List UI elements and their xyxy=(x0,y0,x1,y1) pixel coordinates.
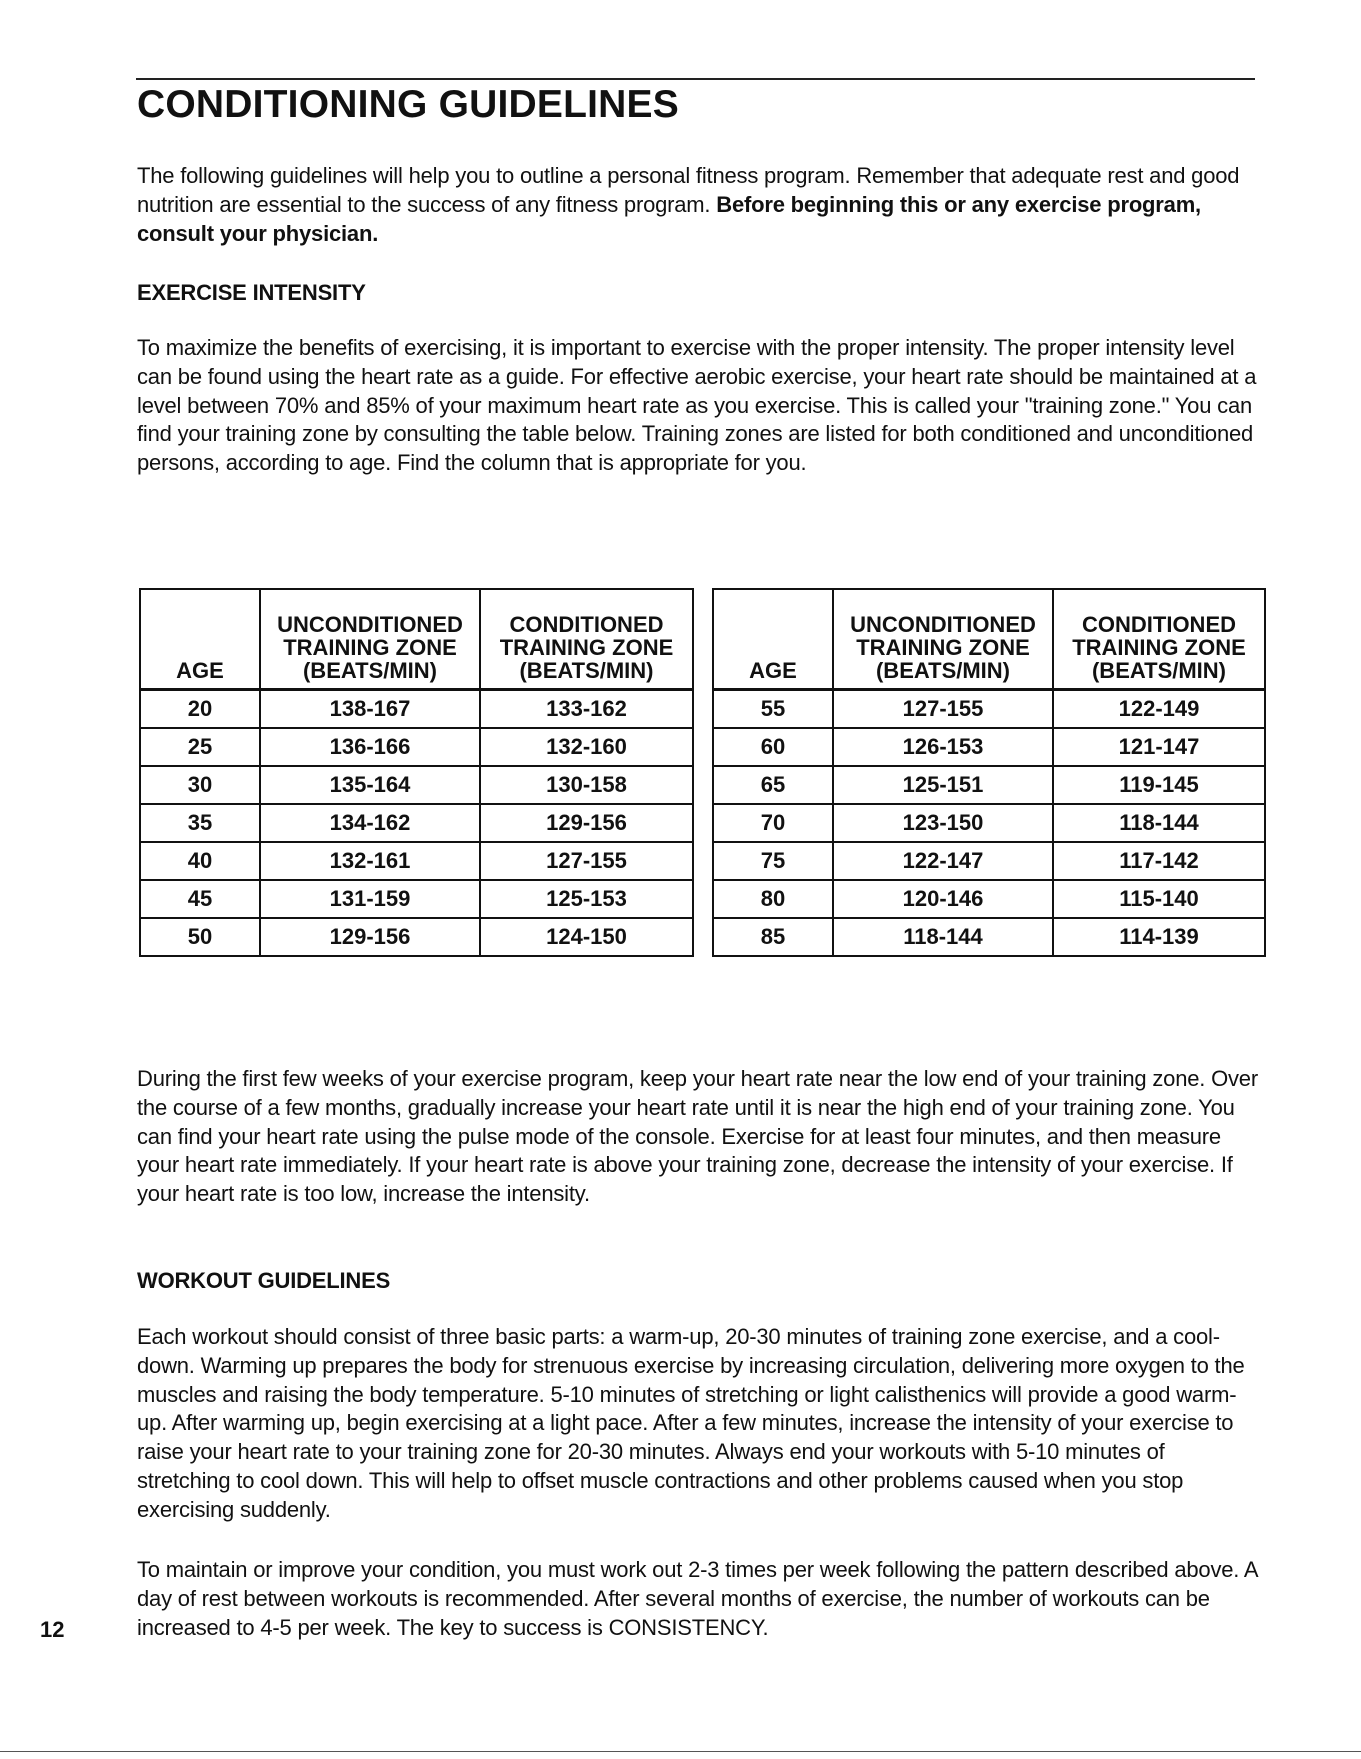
unconditioned-cell: 126-153 xyxy=(833,728,1053,766)
top-rule xyxy=(136,78,1255,80)
training-zone-table-right xyxy=(712,588,1266,957)
age-cell: 25 xyxy=(140,728,260,766)
table-header-row xyxy=(713,589,1265,690)
table-row xyxy=(713,766,1265,804)
age-cell: 85 xyxy=(713,918,833,956)
unconditioned-header: UNCONDITIONED TRAINING ZONE (BEATS/MIN) xyxy=(833,589,1053,690)
age-header: AGE xyxy=(140,589,260,690)
conditioned-header: CONDITIONED TRAINING ZONE (BEATS/MIN) xyxy=(480,589,693,690)
unconditioned-cell: 118-144 xyxy=(833,918,1053,956)
age-cell: 80 xyxy=(713,880,833,918)
table-row xyxy=(713,690,1265,729)
table-row xyxy=(140,842,693,880)
unconditioned-cell: 136-166 xyxy=(260,728,480,766)
workout-guidelines-heading: WORKOUT GUIDELINES xyxy=(137,1268,391,1293)
training-zone-table-left xyxy=(139,588,694,957)
table-row xyxy=(140,690,693,729)
intro-paragraph xyxy=(137,162,1262,248)
conditioned-cell: 130-158 xyxy=(480,766,693,804)
maintain-paragraph: To maintain or improve your condition, you must work out 2-3 times per week following the pattern described above. A day of rest between workouts is recommended. After several months of exercise, the number of workouts can be increased to 4-5 per week. The key to success is CONSISTENCY. xyxy=(137,1557,1258,1640)
unconditioned-header: UNCONDITIONED TRAINING ZONE (BEATS/MIN) xyxy=(260,589,480,690)
intro-warning: Before beginning this or any exercise program, consult your physician. xyxy=(137,191,1201,246)
age-cell: 35 xyxy=(140,804,260,842)
unconditioned-cell: 138-167 xyxy=(260,690,480,729)
conditioned-header: CONDITIONED TRAINING ZONE (BEATS/MIN) xyxy=(1053,589,1265,690)
unconditioned-cell: 120-146 xyxy=(833,880,1053,918)
table-row xyxy=(140,880,693,918)
table-row xyxy=(140,804,693,842)
unconditioned-cell: 134-162 xyxy=(260,804,480,842)
conditioned-cell: 118-144 xyxy=(1053,804,1265,842)
unconditioned-cell: 131-159 xyxy=(260,880,480,918)
conditioned-cell: 114-139 xyxy=(1053,918,1265,956)
age-cell: 45 xyxy=(140,880,260,918)
age-cell: 60 xyxy=(713,728,833,766)
unconditioned-cell: 123-150 xyxy=(833,804,1053,842)
table-row xyxy=(140,918,693,956)
bottom-rule xyxy=(0,1751,1361,1752)
conditioned-cell: 129-156 xyxy=(480,804,693,842)
page-title: CONDITIONING GUIDELINES xyxy=(137,83,679,126)
age-cell: 65 xyxy=(713,766,833,804)
unconditioned-cell: 127-155 xyxy=(833,690,1053,729)
age-cell: 75 xyxy=(713,842,833,880)
table-row xyxy=(713,728,1265,766)
conditioned-cell: 121-147 xyxy=(1053,728,1265,766)
age-header: AGE xyxy=(713,589,833,690)
table-row xyxy=(713,880,1265,918)
table-row xyxy=(713,804,1265,842)
conditioned-cell: 133-162 xyxy=(480,690,693,729)
workout-guidelines-paragraph: Each workout should consist of three basic parts: a warm-up, 20-30 minutes of training zone exercise, and a cool-down. Warming up prepares the body for strenuous exercise by increasing circulation, delivering more oxygen to the muscles and raising the body temperature. 5-10 minutes of stretching or light calisthenics will provide a good warm-up. After warming up, begin exercising at a light pace. After a few minutes, increase the intensity of your exercise to raise your heart rate to your training zone for 20-30 minutes. Always end your workouts with 5-10 minutes of stretching to cool down. This will help to offset muscle contractions and other problems caused when you stop exercising suddenly. xyxy=(137,1324,1245,1522)
exercise-intensity-heading: EXERCISE INTENSITY xyxy=(137,280,366,305)
unconditioned-cell: 125-151 xyxy=(833,766,1053,804)
intro-text: The following guidelines will help you to outline a personal fitness program. Remember that adequate rest and good nutrition are essential to the success of any fitness program. xyxy=(137,163,1240,217)
age-cell: 40 xyxy=(140,842,260,880)
unconditioned-cell: 132-161 xyxy=(260,842,480,880)
age-cell: 55 xyxy=(713,690,833,729)
age-cell: 70 xyxy=(713,804,833,842)
age-cell: 30 xyxy=(140,766,260,804)
exercise-intensity-paragraph: To maximize the benefits of exercising, it is important to exercise with the proper intensity. The proper intensity level can be found using the heart rate as a guide. For effective aerobic exercise, your heart rate should be maintained at a level between 70% and 85% of your maximum heart rate as you exercise. This is called your "training zone." You can find your training zone by consulting the table below. Training zones are listed for both conditioned and unconditioned persons, according to age. Find the column that is appropriate for you. xyxy=(137,335,1257,476)
unconditioned-cell: 122-147 xyxy=(833,842,1053,880)
table-header-row xyxy=(140,589,693,690)
conditioned-cell: 119-145 xyxy=(1053,766,1265,804)
page-number: 12 xyxy=(40,1617,65,1642)
conditioned-cell: 122-149 xyxy=(1053,690,1265,729)
unconditioned-cell: 129-156 xyxy=(260,918,480,956)
conditioned-cell: 124-150 xyxy=(480,918,693,956)
table-row xyxy=(713,842,1265,880)
conditioned-cell: 132-160 xyxy=(480,728,693,766)
table-row xyxy=(713,918,1265,956)
table-row xyxy=(140,728,693,766)
conditioned-cell: 125-153 xyxy=(480,880,693,918)
conditioned-cell: 127-155 xyxy=(480,842,693,880)
age-cell: 50 xyxy=(140,918,260,956)
conditioned-cell: 115-140 xyxy=(1053,880,1265,918)
table-row xyxy=(140,766,693,804)
first-weeks-paragraph: During the first few weeks of your exercise program, keep your heart rate near the low end of your training zone. Over the course of a few months, gradually increase your heart rate until it is near the high end of your training zone. You can find your heart rate using the pulse mode of the console. Exercise for at least four minutes, and then measure your heart rate immediately. If your heart rate is above your training zone, decrease the intensity of your exercise. If your heart rate is too low, increase the intensity. xyxy=(137,1066,1258,1207)
conditioned-cell: 117-142 xyxy=(1053,842,1265,880)
age-cell: 20 xyxy=(140,690,260,729)
unconditioned-cell: 135-164 xyxy=(260,766,480,804)
